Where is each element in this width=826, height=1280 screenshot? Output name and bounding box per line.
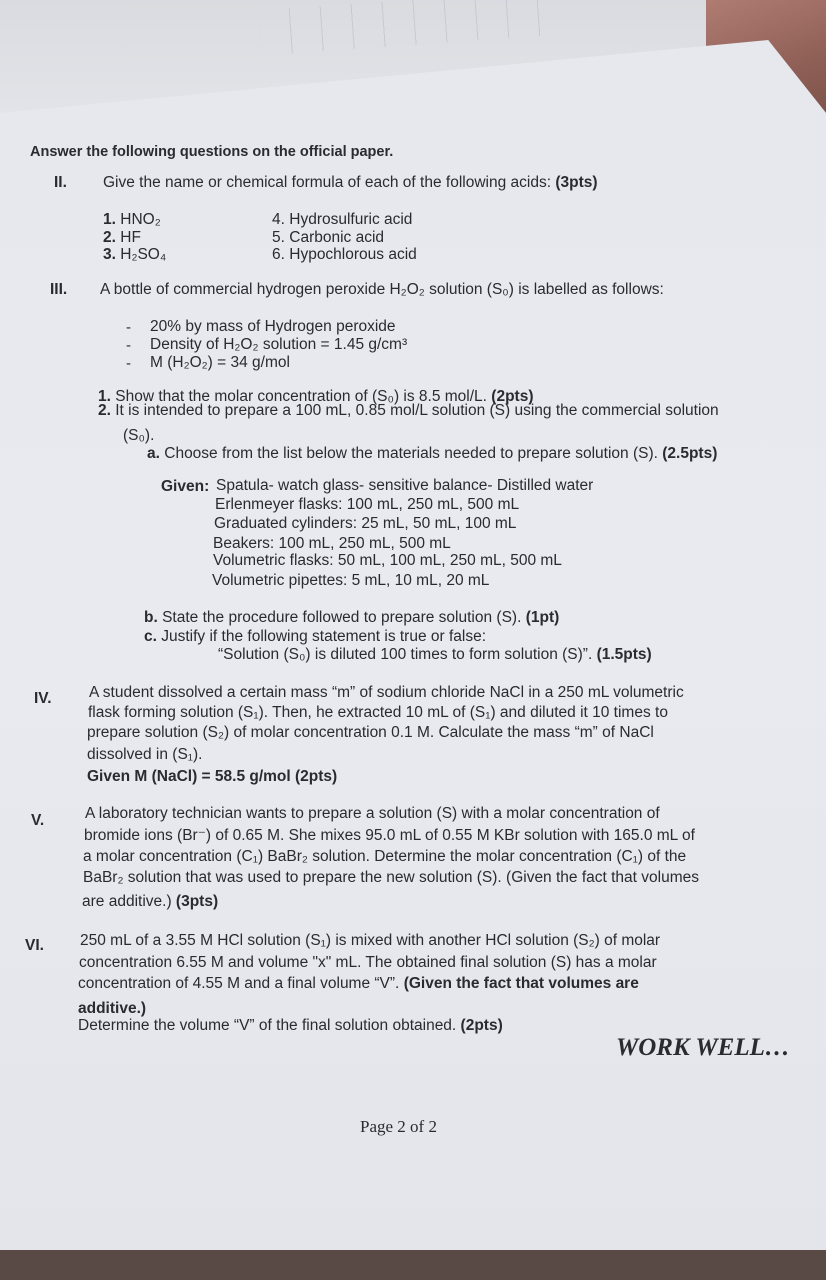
q5-line-5: are additive.) (3pts) <box>82 893 219 910</box>
instruction: Answer the following questions on the official paper. <box>30 144 394 160</box>
given-item-3: Graduated cylinders: 25 mL, 50 mL, 100 mL <box>214 515 517 532</box>
q6-numeral: VI. <box>25 937 44 954</box>
q2-item-2: 2. HF <box>103 229 141 246</box>
q3-part-2-line2: (S₀). <box>123 427 155 444</box>
given-item-4: Beakers: 100 mL, 250 mL, 500 mL <box>213 535 451 552</box>
q6-line-1: 250 mL of a 3.55 M HCl solution (S₁) is mixed with another HCl solution (S₂) of molar <box>80 932 661 949</box>
background-bottom <box>0 1250 826 1280</box>
q2-item-1: 1. HNO₂ <box>103 211 161 228</box>
q2-item-3: 3. H₂SO₄ <box>103 246 167 263</box>
q6-line-2: concentration 6.55 M and volume "x" mL. The obtained final solution (S) has a molar <box>79 954 657 971</box>
q2-item-6: 6. Hypochlorous acid <box>272 246 417 263</box>
bullet-dash: - <box>126 319 131 336</box>
q4-numeral: IV. <box>34 690 52 707</box>
bullet-dash: - <box>126 337 131 354</box>
given-item-1: Spatula- watch glass- sensitive balance- Distilled water <box>216 477 594 494</box>
q3-part-c-quote: “Solution (S₀) is diluted 100 times to form solution (S)”. (1.5pts) <box>218 646 652 663</box>
q4-line-1: A student dissolved a certain mass “m” of sodium chloride NaCl in a 250 mL volumetric <box>89 684 684 701</box>
q4-line-3: prepare solution (S₂) of molar concentration 0.1 M. Calculate the mass “m” of NaCl <box>87 724 654 741</box>
q3-prompt: A bottle of commercial hydrogen peroxide H₂O₂ solution (S₀) is labelled as follows: <box>100 281 664 298</box>
q3-label-1: 20% by mass of Hydrogen peroxide <box>150 318 396 335</box>
q3-label-3: M (H₂O₂) = 34 g/mol <box>150 354 290 371</box>
q5-numeral: V. <box>31 812 45 829</box>
bullet-dash: - <box>126 355 131 372</box>
q4-line-4: dissolved in (S₁). <box>87 746 203 763</box>
q6-line-5: Determine the volume “V” of the final solution obtained. (2pts) <box>78 1017 503 1034</box>
given-item-2: Erlenmeyer flasks: 100 mL, 250 mL, 500 mL <box>215 496 520 513</box>
given-label: Given: <box>161 478 210 495</box>
q6-line-3: concentration of 4.55 M and a final volume “V”. (Given the fact that volumes are <box>78 975 639 992</box>
closing-text: WORK WELL… <box>616 1034 790 1061</box>
given-item-6: Volumetric pipettes: 5 mL, 10 mL, 20 mL <box>212 572 490 589</box>
q3-part-a: a. Choose from the list below the materials needed to prepare solution (S). (2.5pts) <box>147 445 718 462</box>
q3-part-b: b. State the procedure followed to prepare solution (S). (1pt) <box>144 609 560 626</box>
q3-part-c: c. Justify if the following statement is true or false: <box>144 628 487 645</box>
q5-line-1: A laboratory technician wants to prepare a solution (S) with a molar concentration of <box>85 805 660 822</box>
q3-part-2-line1: 2. It is intended to prepare a 100 mL, 0.85 mol/L solution (S) using the commercial solution <box>98 402 719 419</box>
q5-line-2: bromide ions (Br⁻) of 0.65 M. She mixes 95.0 mL of 0.55 M KBr solution with 165.0 mL of <box>84 827 695 844</box>
q4-given: Given M (NaCl) = 58.5 g/mol (2pts) <box>87 768 338 785</box>
given-item-5: Volumetric flasks: 50 mL, 100 mL, 250 mL, 500 mL <box>213 552 562 569</box>
q2-item-4: 4. Hydrosulfuric acid <box>272 211 413 228</box>
q3-numeral: III. <box>50 281 68 298</box>
q4-line-2: flask forming solution (S₁). Then, he extracted 10 mL of (S₁) and diluted it 10 times to <box>88 704 668 721</box>
q5-line-4: BaBr₂ solution that was used to prepare the new solution (S). (Given the fact that volumes <box>83 869 700 886</box>
q3-part-1: 1. Show that the molar concentration of (S₀) is 8.5 mol/L. (2pts) <box>98 388 534 405</box>
q2-prompt: Give the name or chemical formula of each of the following acids: (3pts) <box>103 174 598 191</box>
q2-item-5: 5. Carbonic acid <box>272 229 385 246</box>
q6-line-4: additive.) <box>78 1000 147 1017</box>
q5-line-3: a molar concentration (C₁) BaBr₂ solution. Determine the molar concentration (C₁) of the <box>83 848 687 865</box>
page-footer: Page 2 of 2 <box>360 1117 437 1136</box>
q3-label-2: Density of H₂O₂ solution = 1.45 g/cm³ <box>150 336 408 353</box>
q2-numeral: II. <box>54 174 67 191</box>
